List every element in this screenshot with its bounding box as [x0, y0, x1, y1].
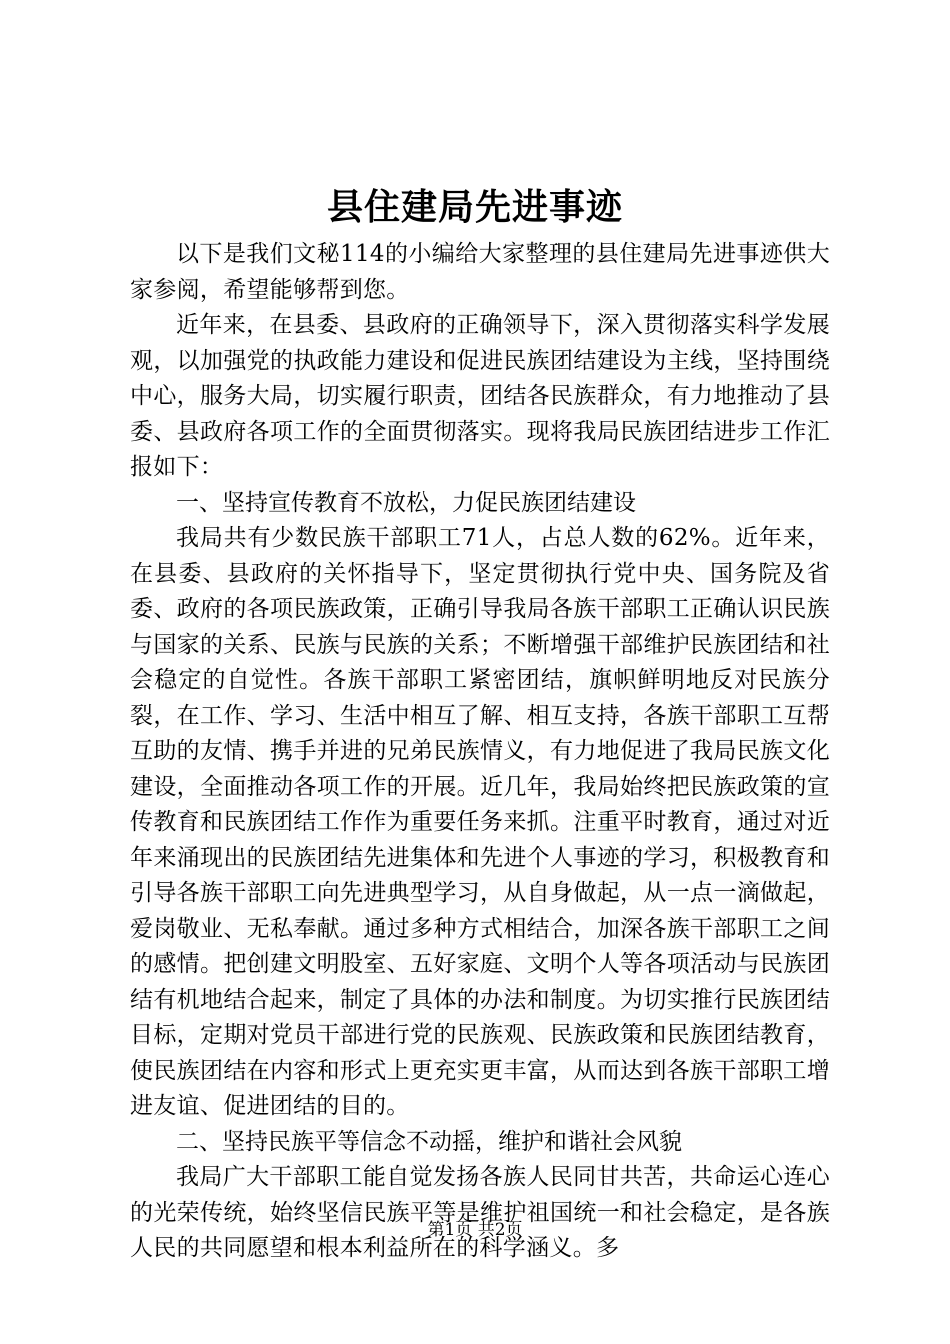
section-2-paragraph: 我局广大干部职工能自觉发扬各族人民同甘共苦，共命运心连心的光荣传统，始终坚信民族平等是维护祖国统一和社会稳定，是各族人民的共同愿望和根本利益所在的科学涵义。多	[130, 1164, 830, 1261]
overview-paragraph: 近年来，在县委、县政府的正确领导下，深入贯彻落实科学发展观，以加强党的执政能力建设和促进民族团结建设为主线，坚持围绕中心，服务大局，切实履行职责，团结各民族群众，有力地推动了县委、县政府各项工作的全面贯彻落实。现将我局民族团结进步工作汇报如下：	[130, 312, 830, 480]
intro-paragraph: 以下是我们文秘114的小编给大家整理的县住建局先进事迹供大家参阅，希望能够帮到您。	[130, 241, 830, 303]
document-body	[130, 237, 830, 1267]
document-title: 县住建局先进事迹	[326, 186, 623, 228]
section-heading-1: 一、坚持宣传教育不放松，力促民族团结建设	[176, 489, 636, 516]
page-number-footer: 第1页 共2页	[427, 1220, 523, 1240]
section-1-paragraph: 我局共有少数民族干部职工71人，占总人数的62%。近年来，在县委、县政府的关怀指导下，坚定贯彻执行党中央、国务院及省委、政府的各项民族政策，正确引导我局各族干部职工正确认识民族与国家的关系、民族与民族的关系；不断增强干部维护民族团结和社会稳定的自觉性。各族干部职工紧密团结，旗帜鲜明地反对民族分裂，在工作、学习、生活中相互了解、相互支持，各族干部职工互帮互助的友情、携手并进的兄弟民族情义，有力地促进了我局民族文化建设，全面推动各项工作的开展。近几年，我局始终把民族政策的宣传教育和民族团结工作作为重要任务来抓。注重平时教育，通过对近年来涌现出的民族团结先进集体和先进个人事迹的学习，积极教育和引导各族干部职工向先进典型学习，从自身做起，从一点一滴做起，爱岗敬业、无私奉献。通过多种方式相结合，加深各族干部职工之间的感情。把创建文明股室、五好家庭、文明个人等各项活动与民族团结有机地结合起来，制定了具体的办法和制度。为切实推行民族团结目标，定期对党员干部进行党的民族观、民族政策和民族团结教育，使民族团结在内容和形式上更充实更丰富，从而达到各族干部职工增进友谊、促进团结的目的。	[130, 525, 830, 1119]
section-heading-2: 二、坚持民族平等信念不动摇，维护和谐社会风貌	[176, 1128, 682, 1155]
